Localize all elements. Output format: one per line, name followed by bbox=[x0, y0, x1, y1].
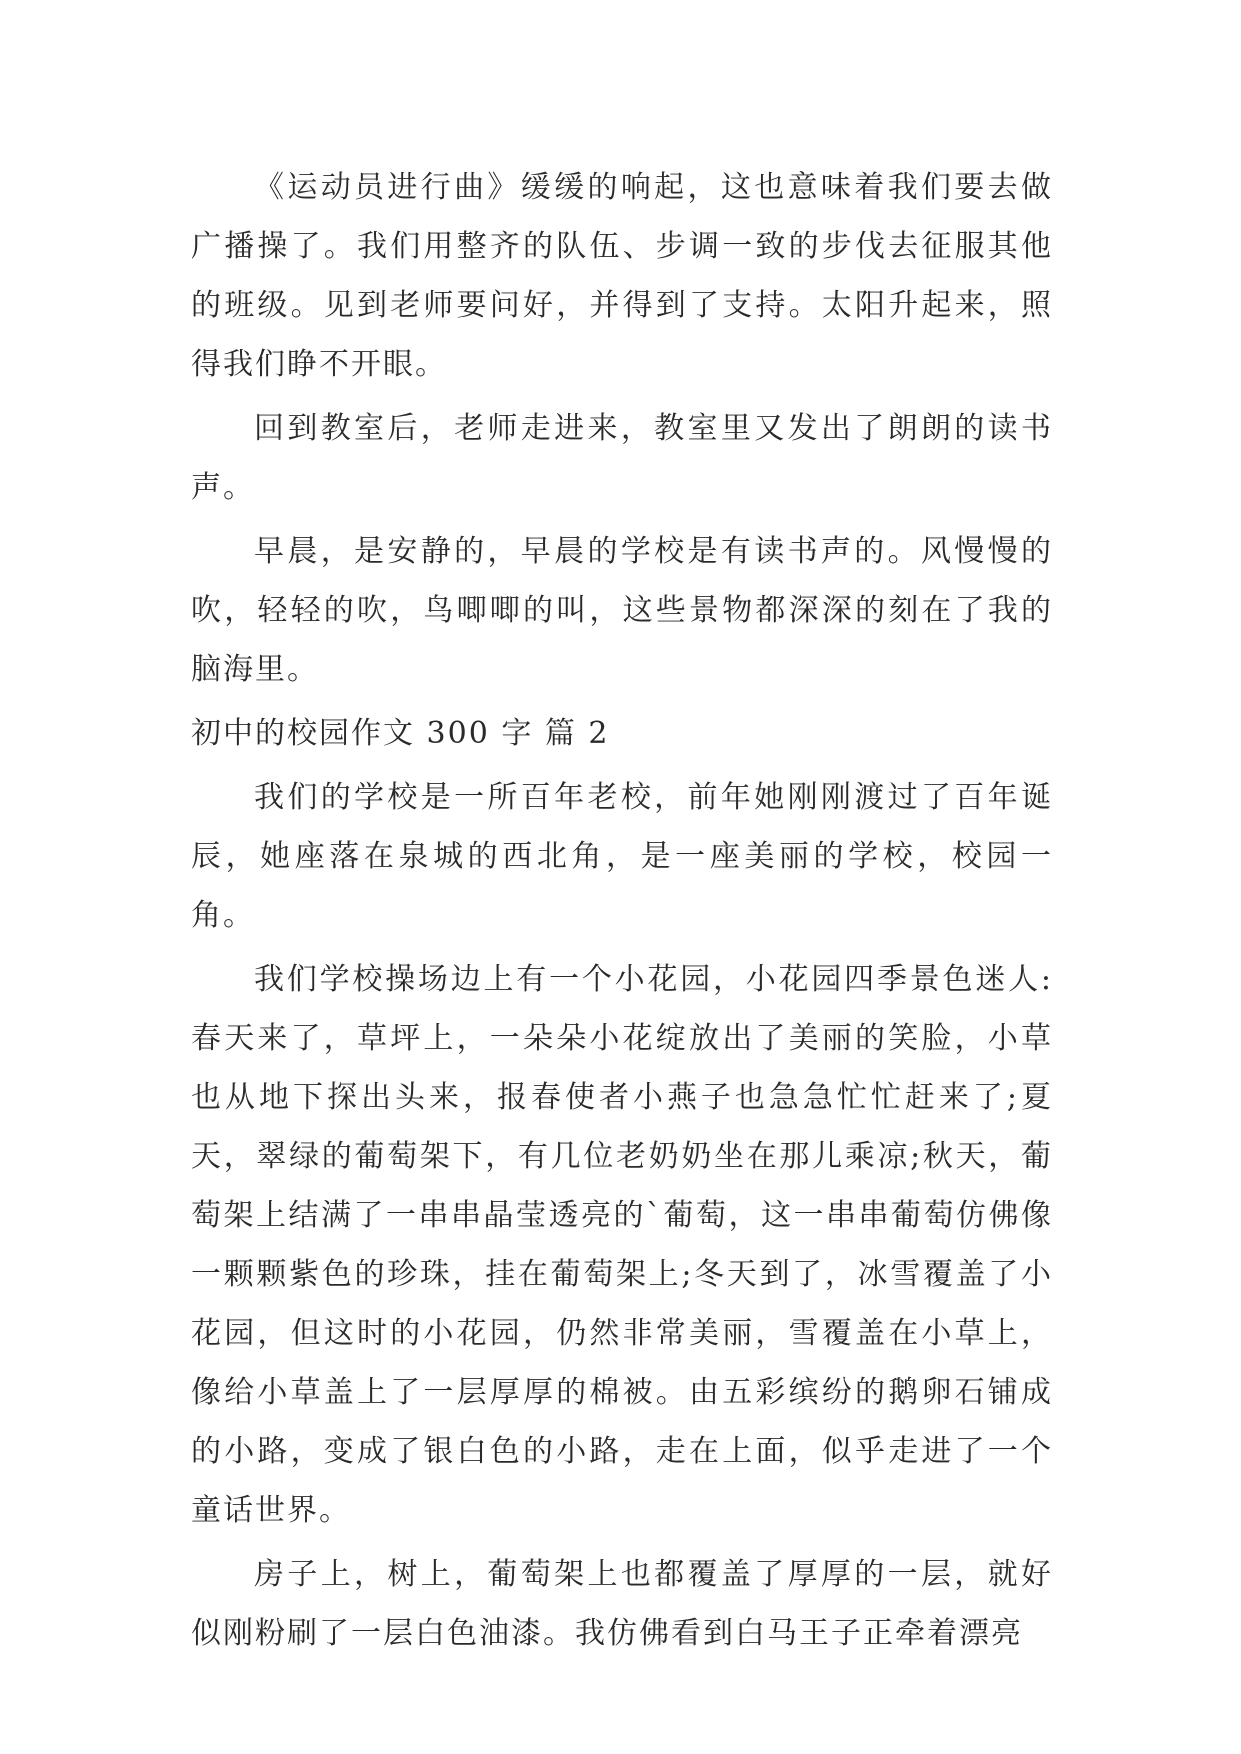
paragraph: 房子上，树上，葡萄架上也都覆盖了厚厚的一层，就好似刚粉刷了一层白色油漆。我仿佛看到白马王子正牵着漂亮 bbox=[191, 1557, 1053, 1651]
section-heading: 初中的校园作文 300 字 篇 2 bbox=[191, 716, 610, 751]
paragraph: 回到教室后，老师走进来，教室里又发出了朗朗的读书声。 bbox=[191, 411, 1053, 505]
paragraph: 我们学校操场边上有一个小花园，小花园四季景色迷人:春天来了，草坪上，一朵朵小花绽放出了美丽的笑脸，小草也从地下探出头来，报春使者小燕子也急急忙忙赶来了;夏天，翠绿的葡萄架下，有几位老奶奶坐在那儿乘凉;秋天，葡萄架上结满了一串串晶莹透亮的`葡萄，这一串串葡萄仿佛像一颗颗紫色的珍珠，挂在葡萄架上;冬天到了，冰雪覆盖了小花园，但这时的小花园，仍然非常美丽，雪覆盖在小草上，像给小草盖上了一层厚厚的棉被。由五彩缤纷的鹅卵石铺成的小路，变成了银白色的小路，走在上面，似乎走进了一个童话世界。 bbox=[191, 962, 1053, 1528]
paragraph: 《运动员进行曲》缓缓的响起，这也意味着我们要去做广播操了。我们用整齐的队伍、步调一致的步伐去征服其他的班级。见到老师要问好，并得到了支持。太阳升起来，照得我们睁不开眼。 bbox=[191, 170, 1053, 382]
paragraph: 我们的学校是一所百年老校，前年她刚刚渡过了百年诞辰，她座落在泉城的西北角，是一座美丽的学校，校园一角。 bbox=[191, 780, 1053, 933]
document-body bbox=[191, 158, 1053, 1668]
paragraph: 早晨，是安静的，早晨的学校是有读书声的。风慢慢的吹，轻轻的吹，鸟唧唧的叫，这些景物都深深的刻在了我的脑海里。 bbox=[191, 534, 1053, 687]
